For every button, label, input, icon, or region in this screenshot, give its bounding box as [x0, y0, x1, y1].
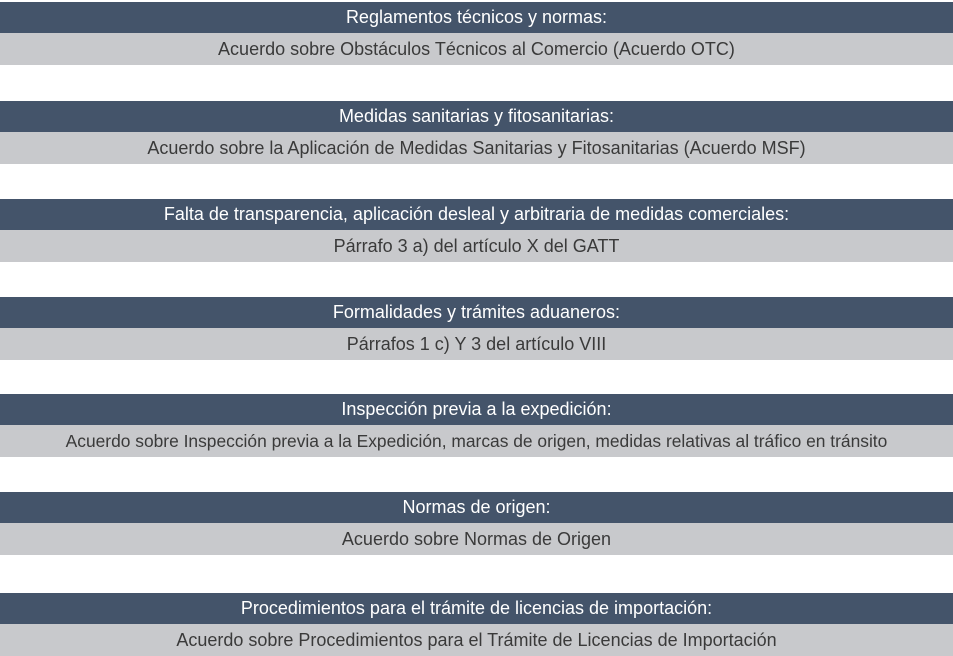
section-heading: Procedimientos para el trámite de licencias de importación: [0, 593, 953, 624]
section-import-licensing [0, 593, 953, 656]
section-transparency [0, 199, 953, 262]
section-heading: Formalidades y trámites aduaneros: [0, 297, 953, 328]
section-text: Acuerdo sobre Procedimientos para el Trámite de Licencias de Importación [0, 624, 953, 656]
section-sanitary-measures [0, 101, 953, 164]
section-preshipment-inspection [0, 394, 953, 457]
section-customs-formalities [0, 297, 953, 360]
section-heading: Reglamentos técnicos y normas: [0, 2, 953, 33]
section-technical-regulations [0, 2, 953, 65]
section-text: Acuerdo sobre la Aplicación de Medidas Sanitarias y Fitosanitarias (Acuerdo MSF) [0, 132, 953, 164]
section-rules-of-origin [0, 492, 953, 555]
section-text: Acuerdo sobre Inspección previa a la Expedición, marcas de origen, medidas relativas al tráfico en tránsito [0, 425, 953, 457]
section-text: Acuerdo sobre Obstáculos Técnicos al Comercio (Acuerdo OTC) [0, 33, 953, 65]
section-heading: Medidas sanitarias y fitosanitarias: [0, 101, 953, 132]
section-text: Párrafos 1 c) Y 3 del artículo VIII [0, 328, 953, 360]
section-text: Acuerdo sobre Normas de Origen [0, 523, 953, 555]
section-heading: Falta de transparencia, aplicación desleal y arbitraria de medidas comerciales: [0, 199, 953, 230]
section-heading: Inspección previa a la expedición: [0, 394, 953, 425]
section-heading: Normas de origen: [0, 492, 953, 523]
section-text: Párrafo 3 a) del artículo X del GATT [0, 230, 953, 262]
